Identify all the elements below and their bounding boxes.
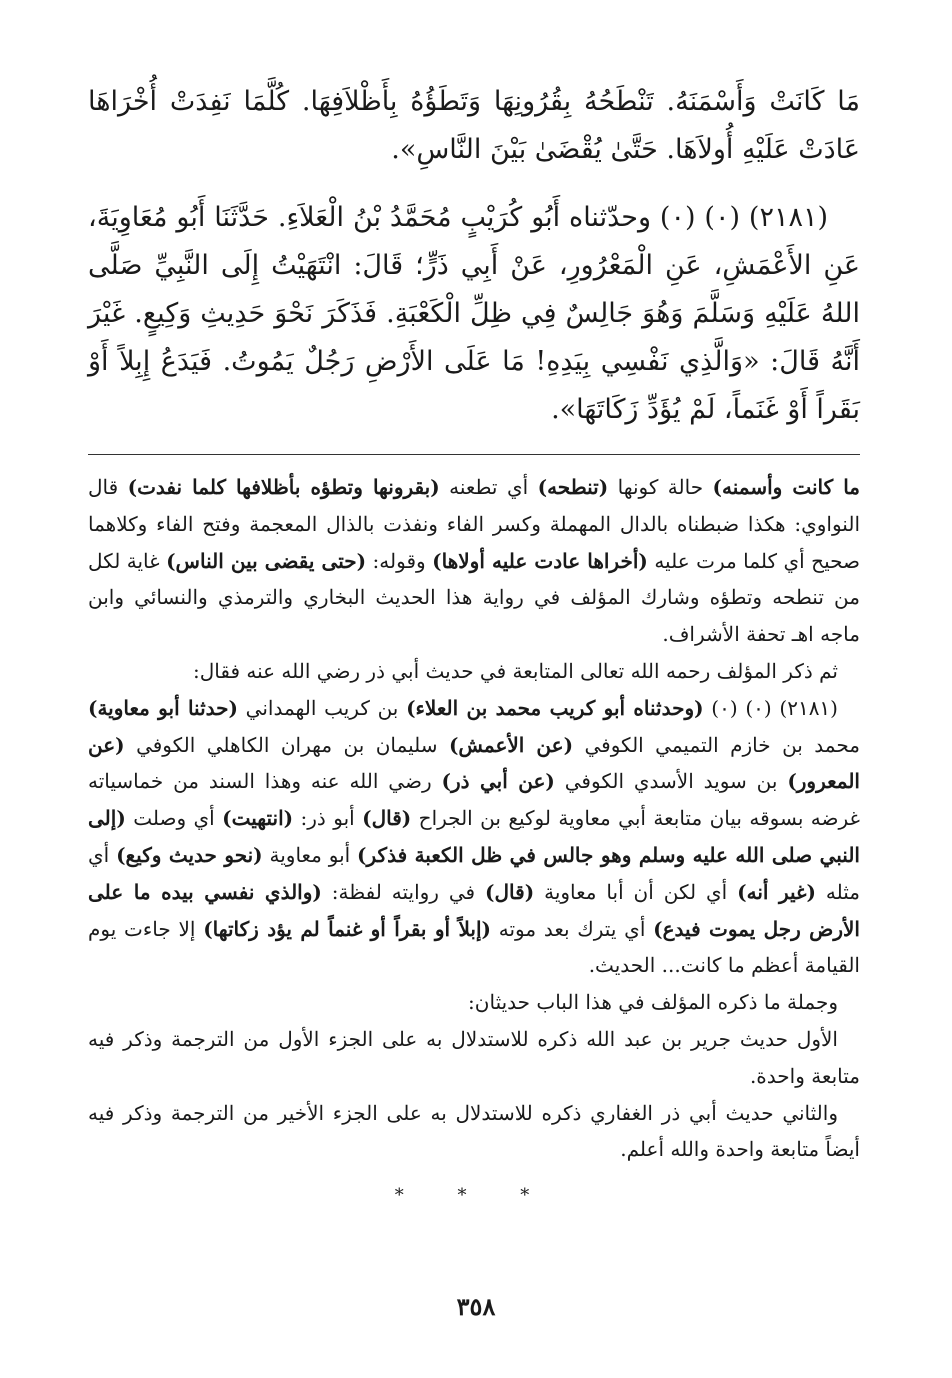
section-separator: * * * xyxy=(394,1185,554,1207)
commentary-paragraph-6 xyxy=(88,1095,860,1169)
bold-quote: (عن أبي ذر) xyxy=(441,769,555,794)
commentary-text: حالة كونها xyxy=(608,475,713,499)
commentary-text: بن كريب الهمداني xyxy=(237,695,407,720)
commentary-paragraph-3 xyxy=(88,690,860,984)
commentary-text: الأول حديث جرير بن عبد الله ذكره للاستدلال به على الجزء الأول من الترجمة وذكر فيه متابعة واحدة. xyxy=(88,1026,860,1088)
commentary-text: أي وصلت xyxy=(125,806,223,831)
commentary-paragraph-2 xyxy=(88,653,860,690)
commentary-text: في روايته لفظة: xyxy=(321,879,486,904)
commentary-text: أبو معاوية xyxy=(262,842,358,867)
bold-quote: (نحو حديث وكيع) xyxy=(116,842,263,867)
bold-quote: (إلى النبي صلى الله عليه وسلم وهو جالس في ظل الكعبة فذكر) xyxy=(88,806,860,867)
commentary-text: رضي الله عنه وهذا السند من خماسياته غرضه بسوقه بيان متابعة أبي معاوية لوكيع بن الجراح xyxy=(88,769,860,831)
commentary-text: قال النواوي: هكذا ضبطناه بالدال المهملة وكسر الفاء ونفذت بالذال المعجمة وفتح الفاء وكلاهما صحيح أي كلما مرت عليه xyxy=(88,475,860,573)
hadith-paragraph-1: مَا كَانَتْ وَأَسْمَنَهُ. تَنْطَحُهُ بِقُرُونِهَا وَتَطَؤُهُ بِأَظْلاَفِهَا. كُلَّمَا نَفِدَتْ أُخْرَاهَا عَادَتْ عَلَيْهِ أُولاَهَا. حَتَّىٰ يُقْضَىٰ بَيْنَ النَّاسِ». xyxy=(88,86,860,165)
commentary-text: إلا جاءت يوم القيامة أعظم ما كانت... الحديث. xyxy=(88,916,860,978)
bold-quote: (عن المعرور) xyxy=(88,732,860,794)
bold-quote: (إبلاً أو بقراً أو غنماً لم يؤد زكاتها) xyxy=(203,916,491,941)
commentary-text: أي يترك بعد موته xyxy=(490,916,654,941)
commentary-text: أبو ذر: xyxy=(293,806,363,831)
footnote-divider xyxy=(88,454,860,455)
commentary-text: محمد بن خازم التميمي الكوفي xyxy=(573,732,860,757)
commentary-text: وجملة ما ذكره المؤلف في هذا الباب حديثان: xyxy=(468,990,838,1015)
commentary-text: ثم ذكر المؤلف رحمه الله تعالى المتابعة في حديث أبي ذر رضي الله عنه فقال: xyxy=(192,658,838,683)
commentary-text: بن سويد الأسدي الكوفي xyxy=(554,769,788,794)
hadith-paragraph-2: (٢١٨١) (٠) (٠) وحدّثناه أَبُو كُرَيْبٍ مُحَمَّدُ بْنُ الْعَلاَءِ. حَدَّثَنَا أَبُو مُعَاوِيَةَ، عَنِ الأَعْمَشِ، عَنِ الْمَعْرُورِ، عَنْ أَبِي ذَرٍّ؛ قَالَ: انْتَهَيْتُ إِلَى النَّبِيِّ صَلَّى اللهُ عَلَيْهِ وَسَلَّمَ وَهُوَ جَالِسٌ فِي ظِلِّ الْكَعْبَةِ. فَذَكَرَ نَحْوَ حَدِيثِ وَكِيعٍ. غَيْرَ أَنَّهُ قَالَ: «وَالَّذِي نَفْسِي بِيَدِهِ! مَا عَلَى الأَرْضِ رَجُلٌ يَمُوتُ. فَيَدَعُ إِبِلاً أَوْ بَقَراً أَوْ غَنَماً، لَمْ يُؤَدِّ زَكَاتَهَا». xyxy=(88,202,860,425)
commentary-text: (٢١٨١) (٠) (٠) xyxy=(703,695,838,720)
page-number: ٣٥٨ xyxy=(456,1292,496,1321)
bold-quote: (وحدثناه أبو كريب محمد بن العلاء) xyxy=(406,695,704,720)
commentary-text: أي تطعنه xyxy=(439,475,538,499)
commentary xyxy=(88,469,860,1168)
hadith-text xyxy=(88,78,860,434)
bold-quote: (عن الأعمش) xyxy=(448,732,574,757)
bold-quote: (قال) xyxy=(362,806,412,831)
bold-quote: (غير أنه) xyxy=(737,879,816,904)
page-body xyxy=(88,78,860,1208)
commentary-paragraph-5 xyxy=(88,1021,860,1095)
bold-quote: (حتى يقضى بين الناس) xyxy=(166,548,367,573)
commentary-text: أي مثله xyxy=(88,842,860,904)
bold-quote: (بقرونها وتطؤه بأظلافها كلما نفدت) xyxy=(127,475,440,499)
bold-quote: (تنطحه) xyxy=(537,475,609,499)
commentary-text: أي لكن أن أبا معاوية xyxy=(534,879,738,904)
bold-quote: ما كانت وأسمنه) xyxy=(712,475,861,499)
bold-quote: (أخراها عادت عليه أولاها) xyxy=(432,548,648,573)
bold-quote: (والذي نفسي بيده ما على الأرض رجل يموت فيدع) xyxy=(88,879,860,941)
commentary-text: وقوله: xyxy=(366,548,433,573)
commentary-text: سليمان بن مهران الكاهلي الكوفي xyxy=(124,732,449,757)
commentary-text: غاية لكل من تنطحه وتطؤه وشارك المؤلف في رواية هذا الحديث البخاري والترمذي والنسائي وابن ماجه اهـ تحفة الأشراف. xyxy=(88,548,860,647)
commentary-text: والثاني حديث أبي ذر الغفاري ذكره للاستدلال به على الجزء الأخير من الترجمة وذكر فيه أيضاً متابعة واحدة والله أعلم. xyxy=(88,1100,860,1162)
commentary-paragraph-1 xyxy=(88,469,860,653)
bold-quote: (حدثنا أبو معاوية) xyxy=(88,695,238,720)
bold-quote: (انتهيت) xyxy=(222,806,294,831)
bold-quote: (قال) xyxy=(485,879,535,904)
commentary-paragraph-4 xyxy=(88,984,860,1021)
